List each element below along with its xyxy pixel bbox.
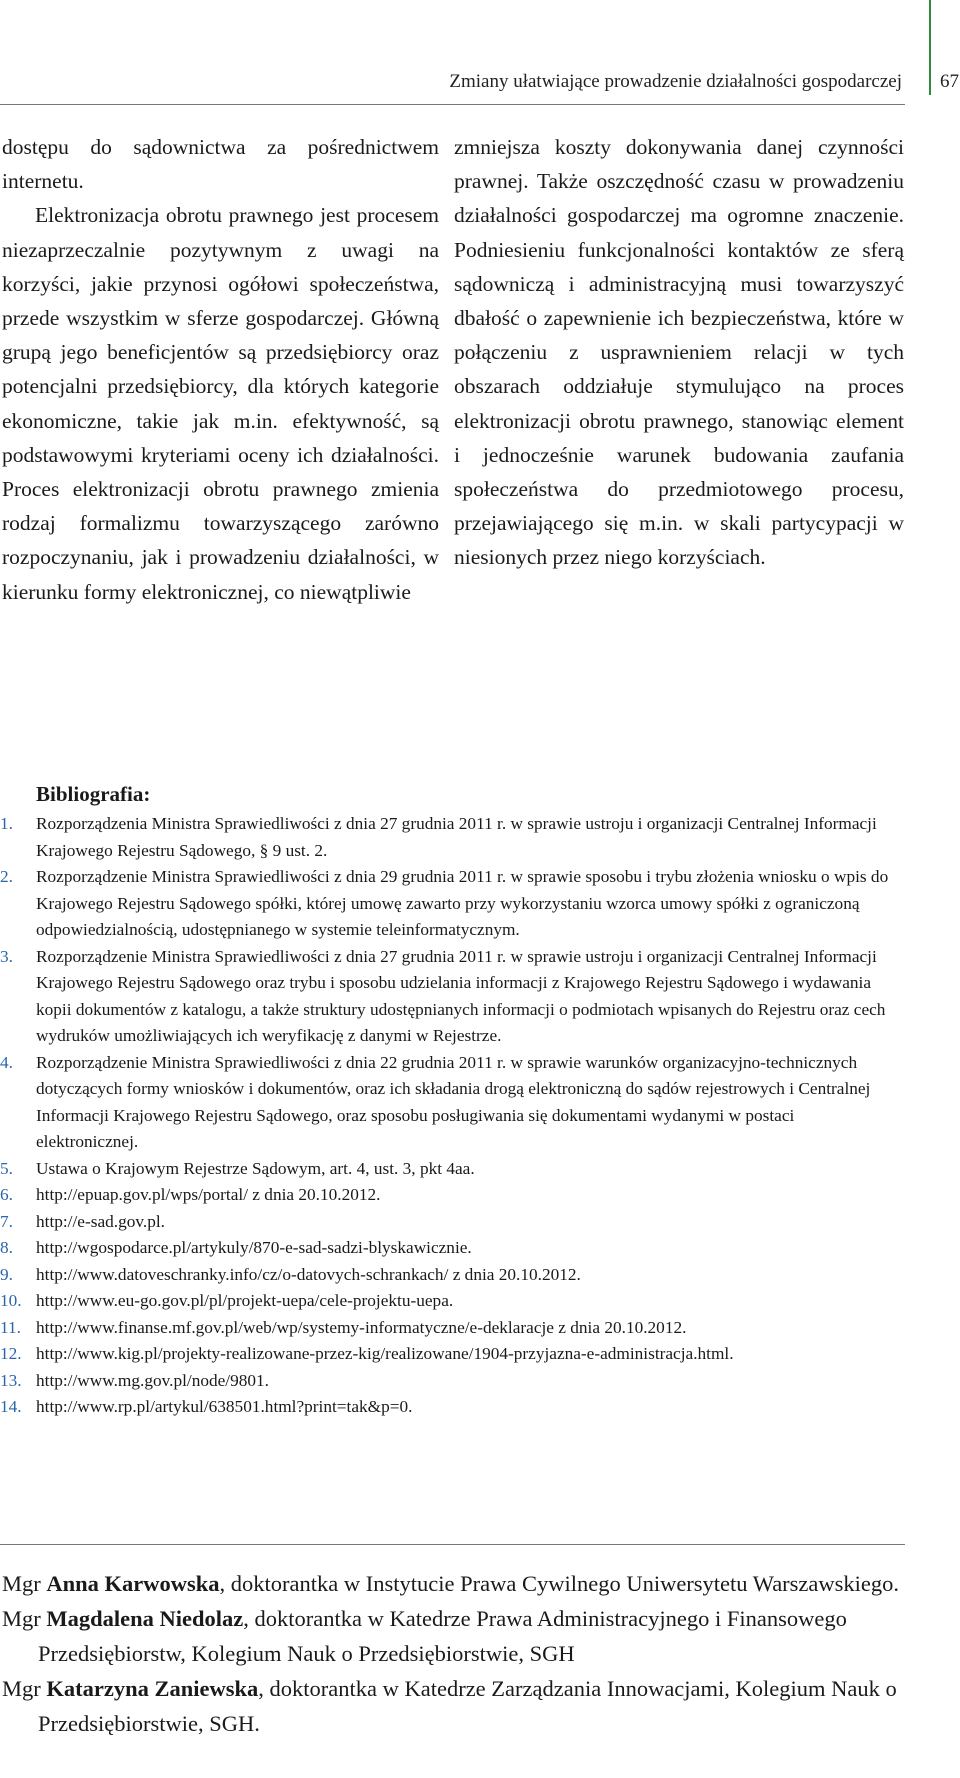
author-prefix: Mgr	[2, 1606, 41, 1631]
bibliography-item	[0, 864, 900, 944]
paragraph: zmniejsza koszty dokonywania danej czynności prawnej. Także oszczędność czasu w prowadzeniu działalności gospodarczej ma ogromne znaczenie. Podniesieniu funkcjonalności kontaktów ze sferą sądowniczą i administracyjną musi towarzyszyć dbałość o zapewnienie ich bezpieczeństwa, które w połączeniu z usprawnieniem relacji w tych obszarach oddziałuje stymulująco na proces elektronizacji obrotu prawnego, stanowiąc element i jednocześnie warunek budowania zaufania społeczeństwa do przedmiotowego procesu, przejawiającego się m.in. w skali partycypacji w niesionych przez niego korzyściach.	[454, 135, 904, 570]
bibliography-title: Bibliografia:	[36, 782, 151, 806]
author-notes	[2, 1566, 902, 1741]
margin-accent-line	[929, 0, 931, 95]
author-name: Magdalena Niedolaz	[46, 1606, 244, 1631]
author-note	[2, 1671, 902, 1741]
bibliography-number: 14.	[0, 1397, 22, 1416]
author-affiliation: , doktorantka w Katedrze Prawa Administracyjnego i Finansowego Przedsiębiorstw, Kolegium Nauk o Przedsiębiorstwie, SGH	[38, 1606, 847, 1666]
bibliography-item	[0, 1050, 900, 1156]
bibliography-text: Rozporządzenie Ministra Sprawiedliwości z dnia 29 grudnia 2011 r. w sprawie sposobu i trybu złożenia wniosku o wpis do Krajowego Rejestru Sądowego spółki, której umowę zawarto przy wykorzystaniu wzorca umowy spółki z ograniczoną odpowiedzialnością, udostępnianego w systemie teleinformatycznym.	[36, 867, 889, 939]
author-note	[2, 1566, 902, 1601]
bibliography-number: 3.	[0, 946, 13, 966]
right-column	[454, 130, 904, 575]
author-prefix: Mgr	[2, 1676, 41, 1701]
author-affiliation: , doktorantka w Katedrze Zarządzania Innowacjami, Kolegium Nauk o Przedsiębiorstwie, SGH.	[38, 1676, 897, 1736]
bibliography-item	[0, 1341, 900, 1368]
bibliography-item	[0, 1235, 900, 1262]
bibliography-number: 2.	[0, 867, 13, 886]
bibliography-number: 7.	[0, 1211, 13, 1231]
bibliography-text: http://www.rp.pl/artykul/638501.html?print=tak&p=0.	[36, 1397, 413, 1416]
author-name: Anna Karwowska	[46, 1571, 220, 1596]
left-column	[2, 130, 439, 609]
bibliography-text: http://www.kig.pl/projekty-realizowane-przez-kig/realizowane/1904-przyjazna-e-administracja.html.	[36, 1344, 734, 1363]
author-prefix: Mgr	[2, 1571, 41, 1596]
bibliography-item	[0, 811, 900, 864]
bibliography-text: http://epuap.gov.pl/wps/portal/ z dnia 20.10.2012.	[36, 1185, 381, 1204]
bibliography-item	[0, 1394, 900, 1421]
bibliography-item	[0, 1315, 900, 1342]
bibliography-number: 12.	[0, 1344, 22, 1363]
page-number: 67	[940, 71, 959, 92]
bibliography-number: 11.	[0, 1317, 21, 1337]
bibliography-number: 8.	[0, 1238, 13, 1257]
bibliography-item	[0, 1262, 900, 1289]
bibliography-number: 9.	[0, 1264, 13, 1284]
bibliography-number: 5.	[0, 1158, 13, 1178]
bibliography-item	[0, 944, 900, 1050]
paragraph: dostępu do sądownictwa za pośrednictwem internetu.	[2, 135, 439, 194]
bibliography-item	[0, 1209, 900, 1236]
bibliography-item	[0, 1288, 900, 1315]
bibliography-text: http://www.eu-go.gov.pl/pl/projekt-uepa/cele-projektu-uepa.	[36, 1291, 454, 1310]
bibliography-list	[0, 811, 900, 1421]
bibliography-number: 13.	[0, 1370, 22, 1390]
bibliography-number: 6.	[0, 1185, 13, 1204]
header-rule	[0, 104, 905, 105]
author-name: Katarzyna Zaniewska	[46, 1676, 259, 1701]
section-rule	[0, 1544, 905, 1545]
bibliography-text: http://www.datoveschranky.info/cz/o-datovych-schrankach/ z dnia 20.10.2012.	[36, 1264, 581, 1284]
bibliography-text: http://www.mg.gov.pl/node/9801.	[36, 1370, 269, 1390]
bibliography-text: Ustawa o Krajowym Rejestrze Sądowym, art. 4, ust. 3, pkt 4aa.	[36, 1158, 475, 1178]
bibliography-text: Rozporządzenie Ministra Sprawiedliwości z dnia 27 grudnia 2011 r. w sprawie ustroju i organizacji Centralnej Informacji Krajowego Rejestru Sądowego oraz trybu i sposobu udzielania informacji z Krajowego Rejestru Sądowego i wydawania kopii dokumentów z katalogu, a także struktury udostępnianych informacji o podmiotach wpisanych do Rejestru oraz cech wydruków umożliwiających ich weryfikację z danymi w Rejestrze.	[36, 946, 886, 1045]
bibliography-item	[0, 1182, 900, 1209]
bibliography-item	[0, 1156, 900, 1183]
bibliography-number: 4.	[0, 1052, 13, 1072]
bibliography-text: http://e-sad.gov.pl.	[36, 1211, 165, 1231]
bibliography-text: Rozporządzenie Ministra Sprawiedliwości z dnia 22 grudnia 2011 r. w sprawie warunków organizacyjno-technicznych dotyczących formy wniosków i dokumentów, oraz ich składania drogą elektroniczną do sądów rejestrowych i Centralnej Informacji Krajowego Rejestru Sądowego, oraz sposobu posługiwania się dokumentami wydanymi w postaci elektronicznej.	[36, 1052, 871, 1151]
bibliography-number: 1.	[0, 814, 13, 833]
bibliography-text: http://www.finanse.mf.gov.pl/web/wp/systemy-informatyczne/e-deklaracje z dnia 20.10.2012.	[36, 1317, 687, 1337]
bibliography-text: Rozporządzenia Ministra Sprawiedliwości z dnia 27 grudnia 2011 r. w sprawie ustroju i organizacji Centralnej Informacji Krajowego Rejestru Sądowego, § 9 ust. 2.	[36, 814, 877, 860]
bibliography-text: http://wgospodarce.pl/artykuly/870-e-sad-sadzi-blyskawicznie.	[36, 1238, 472, 1257]
paragraph: Elektronizacja obrotu prawnego jest procesem niezaprzeczalnie pozytywnym z uwagi na korzyści, jakie przynosi ogółowi społeczeństwa, przede wszystkim w sferze gospodarczej. Główną grupą jego beneficjentów są przedsiębiorcy oraz potencjalni przedsiębiorcy, dla których kategorie ekonomiczne, takie jak m.in. efektywność, są podstawowymi kryteriami oceny ich działalności. Proces elektronizacji obrotu prawnego zmienia rodzaj formalizmu towarzyszącego zarówno rozpoczynaniu, jak i prowadzeniu działalności, w kierunku formy elektronicznej, co niewątpliwie	[2, 203, 439, 604]
bibliography-item	[0, 1368, 900, 1395]
running-head: Zmiany ułatwiające prowadzenie działalności gospodarczej	[449, 71, 902, 92]
bibliography-number: 10.	[0, 1291, 22, 1310]
author-affiliation: , doktorantka w Instytucie Prawa Cywilnego Uniwersytetu Warszawskiego.	[219, 1571, 900, 1596]
author-note	[2, 1601, 902, 1671]
